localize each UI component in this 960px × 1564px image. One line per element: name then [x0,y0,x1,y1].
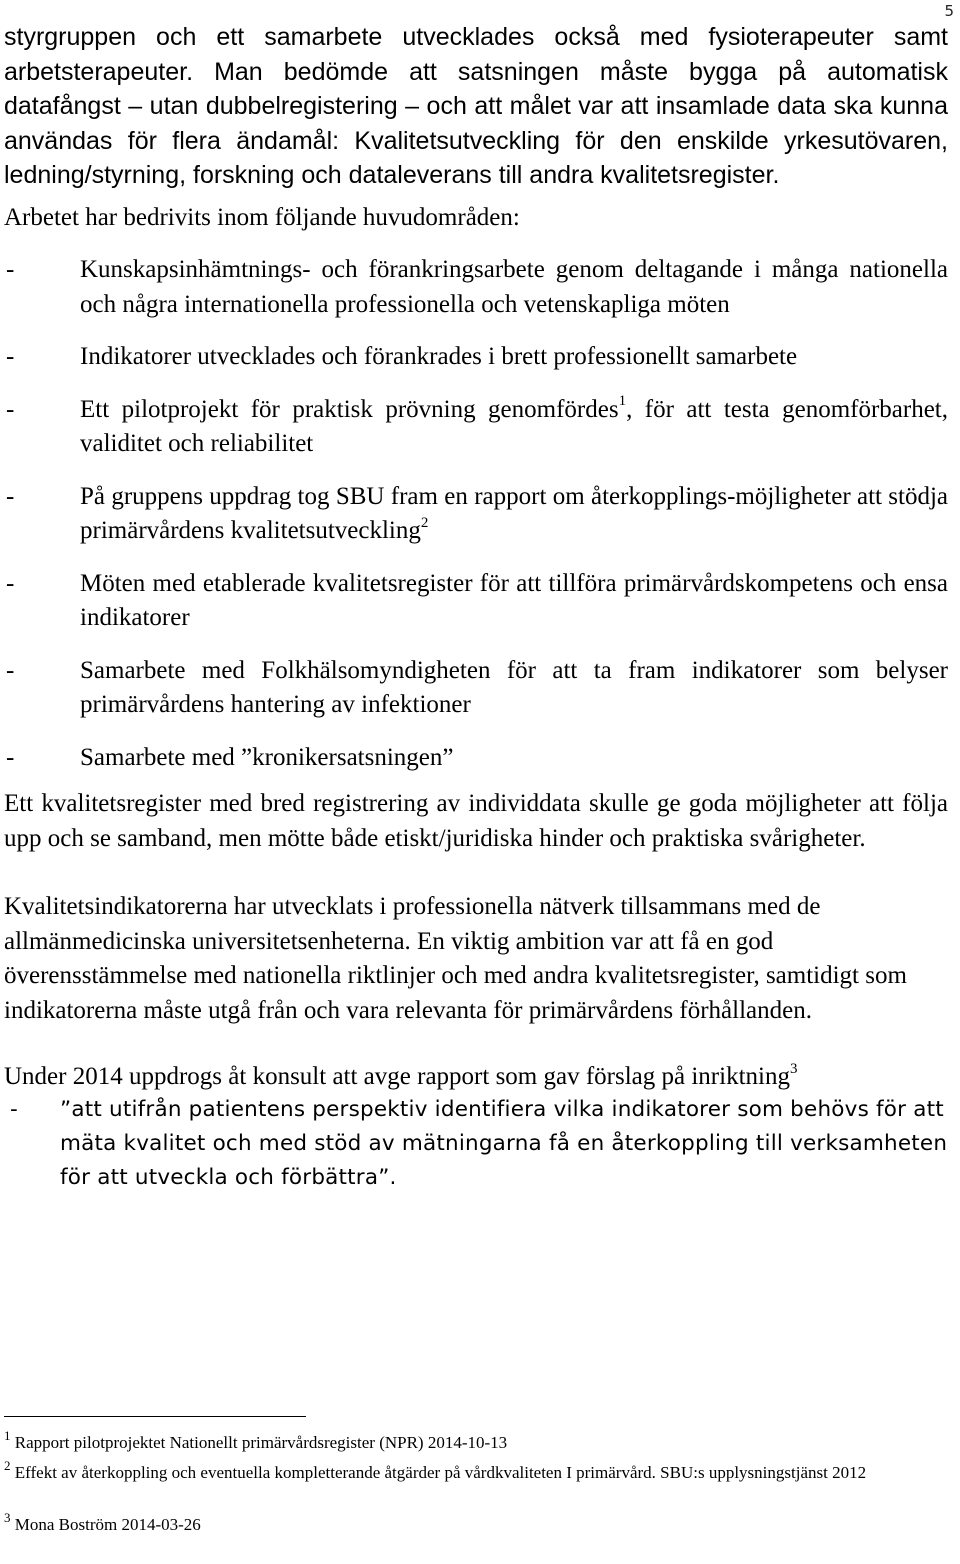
list-item: - Indikatorer utvecklades och förankrades i brett professionellt samarbete [4,340,948,375]
list-item: - Möten med etablerade kvalitetsregister för att tillföra primärvårdskompetens och ensa indikatorer [4,567,948,636]
footnote-ref-2: 2 [420,514,429,531]
main-areas-list [4,253,948,775]
footnote-ref-1: 1 [618,393,627,410]
list-item: - Kunskapsinhämtnings- och förankringsarbete genom deltagande i många nationella och några internationella professionella och vetenskapliga möten [4,253,948,322]
indicators-paragraph: Kvalitetsindikatorerna har utvecklats i professionella nätverk tillsammans med de allmänmedicinska universitetsenheterna. En viktig ambition var att få en god överensstämmelse med nationella riktlinjer och med andra kvalitetsregister, samtidigt som indikatorerna måste utgå från och vara relevanta för primärvårdens förhållanden. [4,893,907,1024]
footnote-1: $^1$ Rapport pilotprojektet Nationellt primärvårdsregister (NPR) 2014-10-13 [4,1428,508,1452]
intro-paragraph: styrgruppen och ett samarbete utvecklades också med fysioterapeuter samt arbetsterapeuter. Man bedömde att satsningen måste bygga på automatisk datafångst – utan dubbelregistering – och att målet var att insamlade data ska kunna användas för flera ändamål: Kvalitetsutveckling för den enskilde yrkesutövaren, ledning/styrning, forskning och dataleverans till andra kvalitetsregister. [4,23,948,189]
list-item: - Samarbete med ”kronikersatsningen” [4,741,948,776]
document-body [4,20,948,1195]
consultant-paragraph: Under 2014 uppdrogs åt konsult att avge rapport som gav förslag på inriktning$^3$ [4,1060,798,1090]
quote-dash: - [10,1097,18,1122]
list-item: - Ett pilotprojekt för praktisk prövning genomfördes$^1$, för att testa genomförbarhet, validitet och reliabilitet [4,393,948,462]
list-item: - På gruppens uppdrag tog SBU fram en rapport om återkopplings-möjligheter att stödja primärvårdens kvalitetsutveckling$^2$ [4,480,948,549]
footnotes [4,1416,948,1543]
page-number: 5 [944,2,954,20]
list-item: - Samarbete med Folkhälsomyndigheten för att ta fram indikatorer som belyser primärvårdens hantering av infektioner [4,654,948,723]
footnote-2: $^2$ Effekt av återkoppling och eventuella kompletterande åtgärder på vårdkvaliteten I primärvård. SBU:s upplysningstjänst 2012 [4,1458,867,1482]
footnote-divider [4,1416,306,1417]
main-areas-lead: Arbetet har bedrivits inom följande huvudområden: [4,203,520,231]
register-paragraph: Ett kvalitetsregister med bred registrering av individdata skulle ge goda möjligheter att följa upp och se samband, men mötte både etiskt/juridiska hinder och praktiska svårigheter. [4,790,948,852]
consultant-quote: - ”att utifrån patientens perspektiv identifiera vilka indikatorer som behövs för att mäta kvalitet och med stöd av mätningarna få en återkoppling till verksamheten för att utveckla och förbättra”. [4,1093,948,1195]
footnote-3: $^3$ Mona Boström 2014-03-26 [4,1510,201,1534]
footnote-ref-3: 3 [789,1060,798,1077]
